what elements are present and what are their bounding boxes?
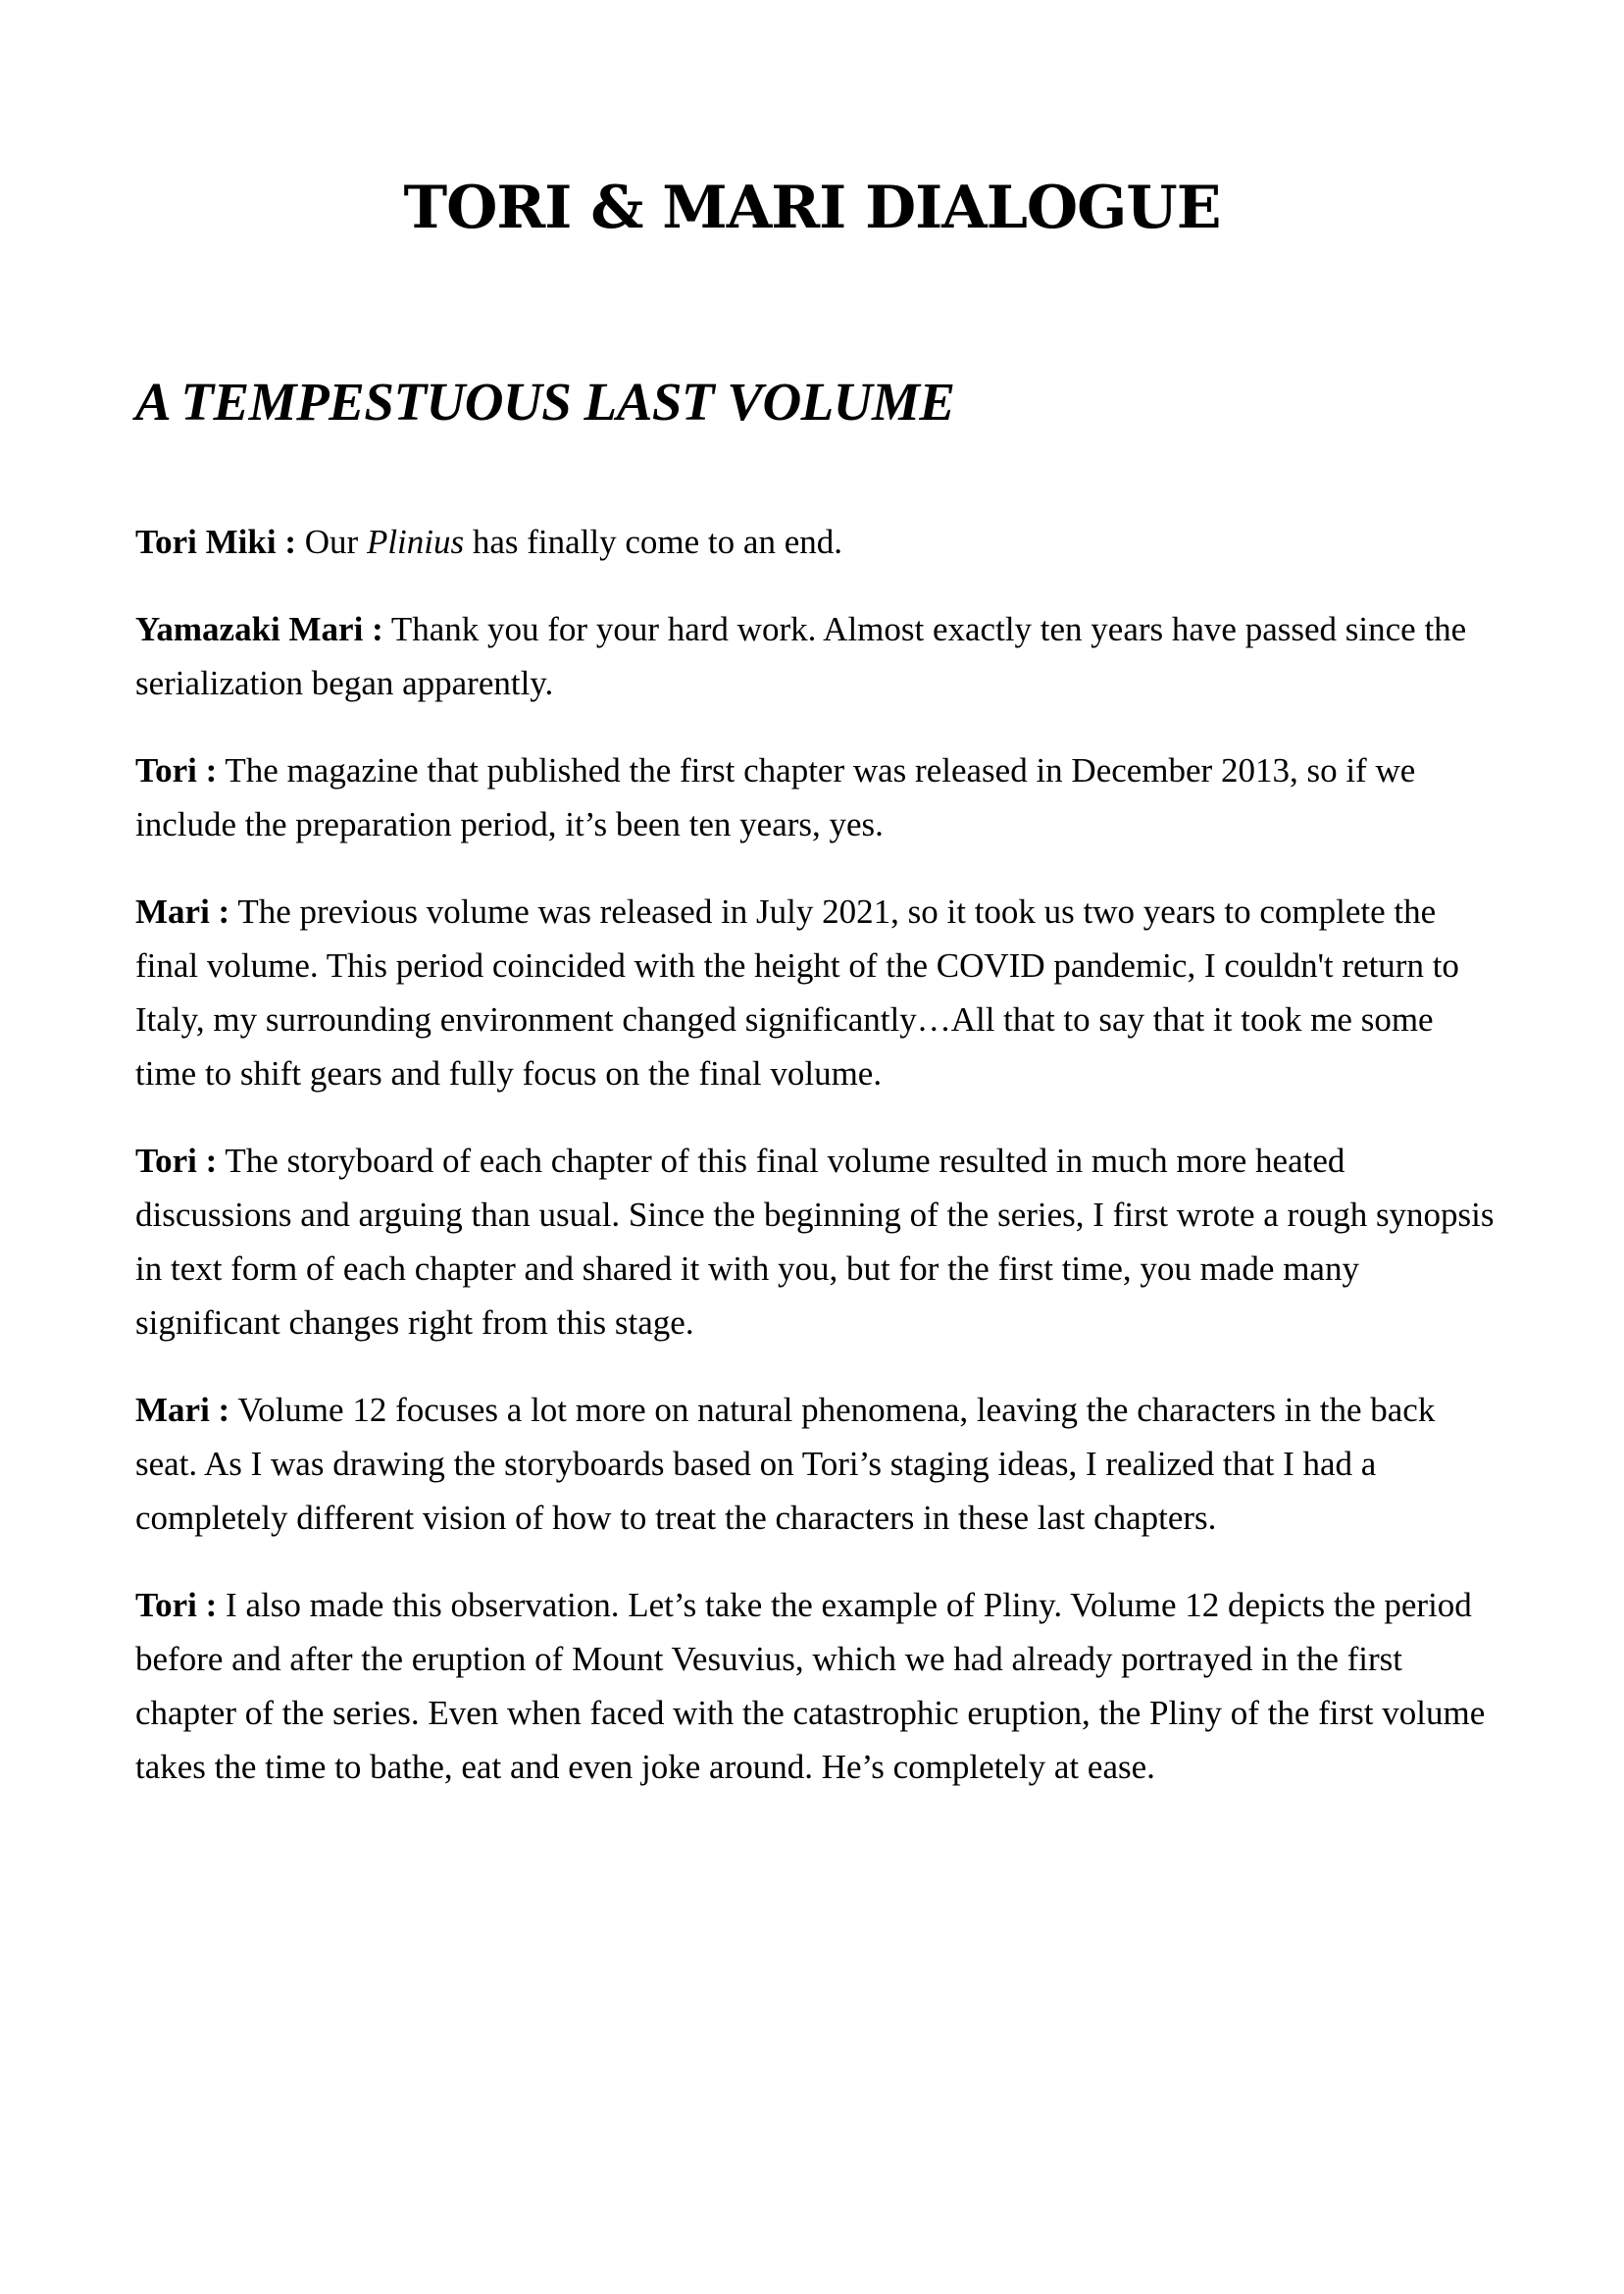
speaker-name: Tori Miki : [135, 523, 296, 561]
speaker-name: Tori : [135, 1142, 218, 1180]
dialogue-body [135, 515, 1498, 1827]
speaker-name: Tori : [135, 751, 218, 790]
speaker-name: Tori : [135, 1586, 218, 1624]
dialogue-text: The previous volume was released in July 2021, so it took us two years to complete the final volume. This period coincided with the height of the COVID pandemic, I couldn't return to Italy, my surrounding environment changed significantly…All that to say that it took me some time to shift gears and fully focus on the final volume. [135, 892, 1459, 1093]
dialogue-text: Our [296, 523, 367, 561]
dialogue-paragraph [135, 743, 1498, 851]
dialogue-paragraph [135, 885, 1498, 1100]
dialogue-paragraph [135, 602, 1498, 710]
speaker-name: Yamazaki Mari : [135, 610, 383, 648]
dialogue-paragraph [135, 515, 1498, 569]
dialogue-text: Thank you for your hard work. Almost exactly ten years have passed since the serialization began apparently. [135, 610, 1467, 702]
dialogue-paragraph [135, 1383, 1498, 1545]
section-heading: A TEMPESTUOUS LAST VOLUME [135, 372, 955, 432]
speaker-name: Mari : [135, 892, 230, 931]
dialogue-text: has finally come to an end. [464, 523, 842, 561]
dialogue-text: The magazine that published the first chapter was released in December 2013, so if we include the preparation period, it’s been ten years, yes. [135, 751, 1416, 843]
dialogue-paragraph [135, 1134, 1498, 1350]
speaker-name: Mari : [135, 1391, 230, 1429]
dialogue-text: I also made this observation. Let’s take the example of Pliny. Volume 12 depicts the period before and after the eruption of Mount Vesuvius, which we had already portrayed in the first chapter of the series. Even when faced with the catastrophic eruption, the Pliny of the first volume takes the time to bathe, eat and even joke around. He’s completely at ease. [135, 1586, 1486, 1786]
dialogue-paragraph [135, 1578, 1498, 1794]
dialogue-text: Volume 12 focuses a lot more on natural phenomena, leaving the characters in the back seat. As I was drawing the storyboards based on Tori’s staging ideas, I realized that I had a completely different vision of how to treat the characters in these last chapters. [135, 1391, 1436, 1537]
document-title: TORI & MARI DIALOGUE [403, 174, 1221, 242]
dialogue-text: The storyboard of each chapter of this final volume resulted in much more heated discussions and arguing than usual. Since the beginning of the series, I first wrote a rough synopsis in text form of each chapter and shared it with you, but for the first time, you made many significant changes right from this stage. [135, 1142, 1495, 1342]
book-title: Plinius [366, 523, 465, 561]
